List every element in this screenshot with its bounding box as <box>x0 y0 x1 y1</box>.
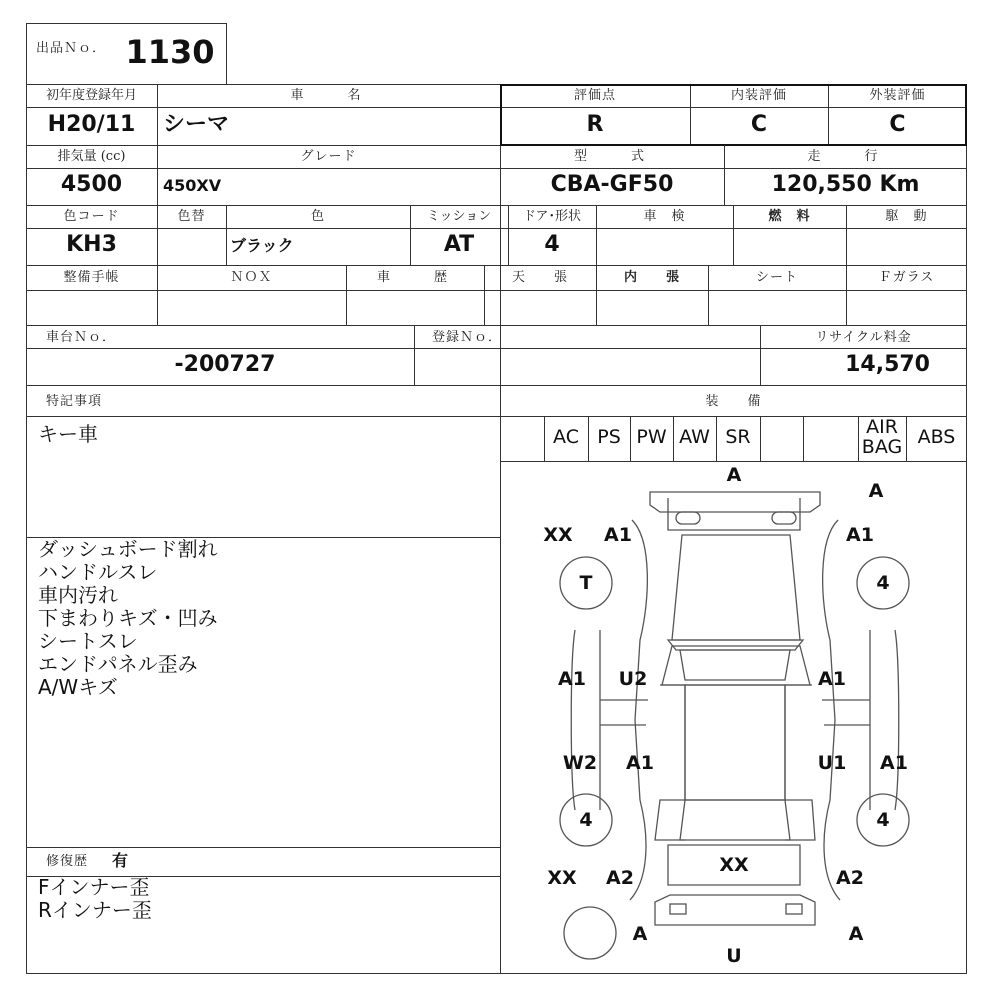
mileage-value: 120,550 Km <box>771 172 920 197</box>
notes-top: キー車 <box>38 422 98 446</box>
lot-number: 1130 <box>125 33 215 71</box>
grade-label: グレード <box>300 149 357 164</box>
chassis-label: 車台Ｎｏ． <box>46 330 117 345</box>
mark-front-left-corner: A1 <box>604 524 632 546</box>
reg-year-value: H20/11 <box>47 112 136 137</box>
repair-label: 修復歴 <box>46 854 89 869</box>
f-glass-label: Ｆガラス <box>878 270 935 285</box>
equip-sr: SR <box>725 426 751 448</box>
car-name-label: 車 名 <box>290 88 367 103</box>
notes-middle: ダッシュボード割れ ハンドルスレ 車内汚れ 下まわりキズ・凹み シートスレ エンドパネル歪み A/Wキズ <box>38 537 218 699</box>
color-label: 色 <box>310 209 325 224</box>
notes-label: 特記事項 <box>46 394 103 409</box>
inspection-label: 車 検 <box>643 209 686 224</box>
equip-aw: AW <box>679 426 710 448</box>
recycle-value: 14,570 <box>845 352 930 377</box>
history-label: 車 歴 <box>376 270 453 285</box>
equip-ac: AC <box>553 426 579 448</box>
score-value: R <box>586 112 604 137</box>
mark-left-rear-step: W2 <box>562 752 598 774</box>
mark-wheel-rl: 4 <box>579 809 593 831</box>
repair-value: 有 <box>112 851 129 870</box>
model-value: CBA-GF50 <box>550 172 674 197</box>
chassis-value: -200727 <box>174 352 276 377</box>
door-value: 4 <box>544 232 560 257</box>
interior-label: 内装評価 <box>730 88 787 103</box>
equip-pw: PW <box>636 426 667 448</box>
mission-label: ミッション <box>426 209 492 224</box>
exterior-label: 外装評価 <box>869 88 926 103</box>
interior-value: C <box>750 112 768 137</box>
mark-right-rear-door: U1 <box>817 752 847 774</box>
mark-rear-right-corner: A2 <box>836 867 864 889</box>
mark-right-front-door: A1 <box>818 668 846 690</box>
model-label: 型 式 <box>573 149 650 164</box>
equipment-label: 装 備 <box>705 394 762 409</box>
color-value: ブラック <box>230 236 294 255</box>
exterior-value: C <box>889 112 906 137</box>
mark-left-rear-door: A1 <box>626 752 654 774</box>
color-change-label: 色替 <box>177 209 206 224</box>
mark-front-right: A <box>868 480 884 502</box>
equip-airbag: AIR BAG <box>861 416 903 458</box>
registration-label: 登録Ｎｏ． <box>432 330 503 345</box>
color-code-value: KH3 <box>66 232 117 257</box>
mark-wheel-fl: T <box>579 572 593 594</box>
mark-front-right-corner: A1 <box>846 524 874 546</box>
mark-left-front-door: A1 <box>558 668 586 690</box>
recycle-label: リサイクル料金 <box>815 330 912 345</box>
mileage-label: 走 行 <box>807 149 884 164</box>
lot-label: 出品Ｎｏ． <box>36 41 107 56</box>
mark-right-rear-step: A1 <box>880 752 908 774</box>
score-label: 評価点 <box>573 88 616 103</box>
mark-front-left-panel: XX <box>543 524 573 546</box>
maintenance-label: 整備手帳 <box>63 270 120 285</box>
roof-label: 天 張 <box>511 270 568 285</box>
reg-year-label: 初年度登録年月 <box>45 88 137 103</box>
equip-abs: ABS <box>917 426 956 448</box>
interior-trim-label: 内 張 <box>623 270 680 285</box>
seat-label: シート <box>755 270 798 285</box>
mark-left-pillar: U2 <box>618 668 648 690</box>
mark-wheel-fr: 4 <box>876 572 890 594</box>
fuel-label: 燃 料 <box>768 209 811 224</box>
mark-front-bumper: A <box>726 464 742 486</box>
repair-detail: Fインナー歪 Rインナー歪 <box>38 875 152 922</box>
mark-wheel-rr: 4 <box>876 809 890 831</box>
drive-label: 駆 動 <box>885 209 928 224</box>
grade-value: 450XV <box>163 176 222 195</box>
mission-value: AT <box>443 232 475 257</box>
mark-rear-bumper-left: A <box>632 923 648 945</box>
color-code-label: 色コード <box>63 209 120 224</box>
mark-trunk: XX <box>719 854 749 876</box>
mark-rear-left-corner: A2 <box>606 867 634 889</box>
car-name-value: シーマ <box>163 112 230 137</box>
nox-label: ＮＯＸ <box>230 270 273 285</box>
mark-rear-bumper: U <box>726 945 742 967</box>
mark-rear-bumper-right: A <box>848 923 864 945</box>
mark-rear-left-panel: XX <box>547 867 577 889</box>
door-label: ドア･形状 <box>522 209 582 224</box>
equip-ps: PS <box>597 426 621 448</box>
displacement-label: 排気量 (cc) <box>57 149 126 164</box>
displacement-value: 4500 <box>60 172 123 197</box>
